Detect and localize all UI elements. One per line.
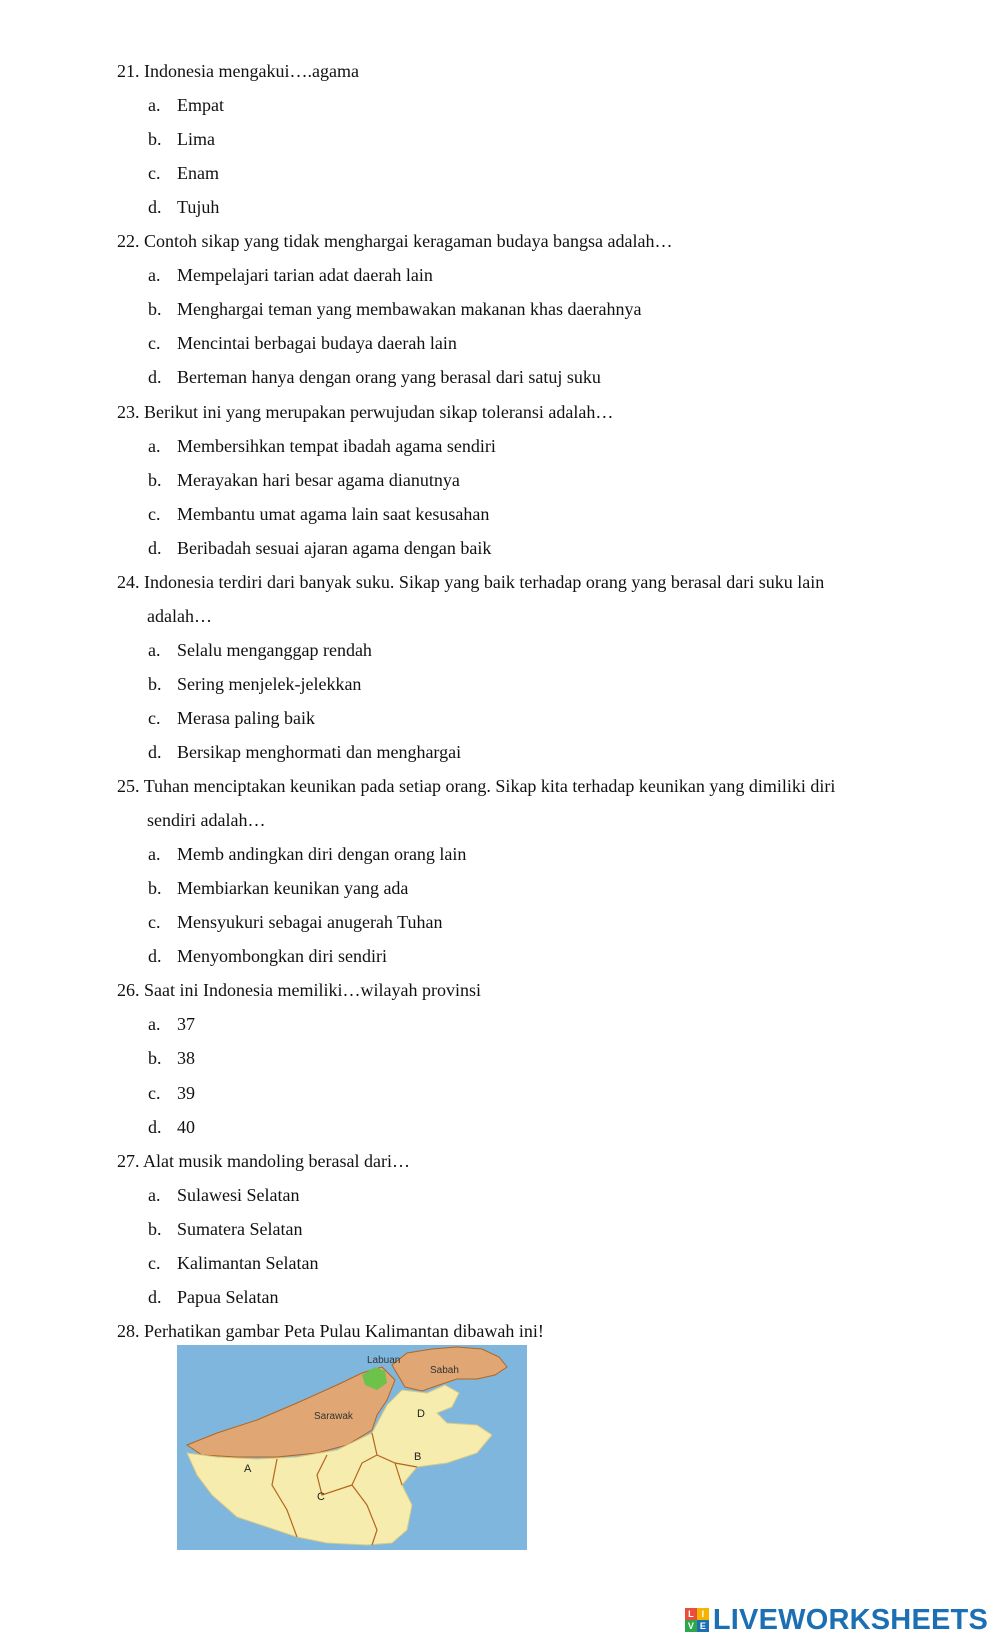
answer-option[interactable] bbox=[148, 429, 496, 463]
option-letter: c. bbox=[148, 503, 161, 524]
option-letter: a. bbox=[148, 639, 161, 660]
option-text: Berteman hanya dengan orang yang berasal dari satuj suku bbox=[177, 367, 601, 388]
option-text: Papua Selatan bbox=[177, 1286, 279, 1307]
option-text: Tujuh bbox=[177, 197, 220, 218]
question-text: Saat ini Indonesia memiliki…wilayah provinsi bbox=[144, 980, 481, 1001]
question-23 bbox=[117, 395, 917, 429]
question-number: 28. bbox=[117, 1320, 140, 1341]
answer-option[interactable] bbox=[148, 1041, 195, 1075]
answer-option[interactable] bbox=[148, 633, 372, 667]
logo-tile: V bbox=[685, 1620, 697, 1632]
answer-option[interactable] bbox=[148, 292, 641, 326]
question-text: Berikut ini yang merupakan perwujudan sikap toleransi adalah… bbox=[144, 401, 614, 422]
answer-option[interactable] bbox=[148, 463, 460, 497]
option-letter: d. bbox=[148, 537, 162, 558]
question-24 bbox=[117, 565, 917, 633]
option-letter: d. bbox=[148, 946, 162, 967]
option-letter: c. bbox=[148, 707, 161, 728]
question-text-continued: adalah… bbox=[147, 605, 212, 626]
option-letter: a. bbox=[148, 1014, 161, 1035]
question-text-continued: sendiri adalah… bbox=[147, 810, 266, 831]
question-number: 22. bbox=[117, 231, 140, 252]
answer-option[interactable] bbox=[148, 871, 408, 905]
option-letter: d. bbox=[148, 367, 162, 388]
answer-option[interactable] bbox=[148, 497, 489, 531]
option-letter: a. bbox=[148, 95, 161, 116]
option-text: 37 bbox=[177, 1014, 195, 1035]
option-letter: c. bbox=[148, 163, 161, 184]
question-22 bbox=[117, 224, 917, 258]
option-text: Sumatera Selatan bbox=[177, 1218, 303, 1239]
option-text: Mensyukuri sebagai anugerah Tuhan bbox=[177, 912, 443, 933]
question-number: 27. bbox=[117, 1150, 140, 1171]
option-text: Sulawesi Selatan bbox=[177, 1184, 300, 1205]
map-region-d: D bbox=[417, 1408, 425, 1420]
option-text: Menghargai teman yang membawakan makanan khas daerahnya bbox=[177, 299, 642, 320]
question-text: Contoh sikap yang tidak menghargai keragaman budaya bangsa adalah… bbox=[144, 231, 673, 252]
option-text: Selalu menganggap rendah bbox=[177, 639, 372, 660]
option-text: Memb andingkan diri dengan orang lain bbox=[177, 844, 467, 865]
option-text: Sering menjelek-jelekkan bbox=[177, 673, 362, 694]
option-letter: b. bbox=[148, 1218, 162, 1239]
question-21 bbox=[117, 54, 917, 88]
map-region-c: C bbox=[317, 1491, 325, 1503]
option-letter: b. bbox=[148, 878, 162, 899]
answer-option[interactable] bbox=[148, 190, 219, 224]
liveworksheets-logo-icon bbox=[685, 1608, 709, 1632]
answer-option[interactable] bbox=[148, 667, 361, 701]
answer-option[interactable] bbox=[148, 531, 491, 565]
answer-option[interactable] bbox=[148, 1212, 302, 1246]
option-letter: b. bbox=[148, 673, 162, 694]
question-text: Indonesia mengakui….agama bbox=[144, 61, 359, 81]
answer-option[interactable] bbox=[148, 156, 219, 190]
option-text: Kalimantan Selatan bbox=[177, 1252, 319, 1273]
logo-tile: L bbox=[685, 1608, 697, 1620]
question-number: 26. bbox=[117, 980, 140, 1001]
kalimantan-map-image bbox=[177, 1345, 527, 1550]
answer-option[interactable] bbox=[148, 360, 601, 394]
option-letter: d. bbox=[148, 1286, 162, 1307]
option-letter: c. bbox=[148, 912, 161, 933]
option-letter: c. bbox=[148, 1252, 161, 1273]
liveworksheets-brand bbox=[685, 1605, 988, 1635]
map-label-sabah: Sabah bbox=[430, 1365, 459, 1376]
answer-option[interactable] bbox=[148, 122, 215, 156]
answer-option[interactable] bbox=[148, 1280, 278, 1314]
answer-option[interactable] bbox=[148, 939, 387, 973]
question-28 bbox=[117, 1314, 917, 1348]
map-label-labuan: Labuan bbox=[367, 1355, 401, 1366]
option-text: Membersihkan tempat ibadah agama sendiri bbox=[177, 435, 496, 456]
answer-option[interactable] bbox=[148, 1076, 195, 1110]
option-text: Merasa paling baik bbox=[177, 707, 315, 728]
option-text: Menyombongkan diri sendiri bbox=[177, 946, 387, 967]
option-text: Empat bbox=[177, 95, 224, 116]
option-text: Mempelajari tarian adat daerah lain bbox=[177, 265, 433, 286]
question-27 bbox=[117, 1144, 917, 1178]
option-letter: b. bbox=[148, 299, 162, 320]
question-text: Tuhan menciptakan keunikan pada setiap orang. Sikap kita terhadap keunikan yang dimiliki diri bbox=[143, 776, 836, 797]
question-text: Indonesia terdiri dari banyak suku. Sikap yang baik terhadap orang yang berasal dari suku lain bbox=[144, 571, 825, 592]
option-letter: d. bbox=[148, 742, 162, 762]
answer-option[interactable] bbox=[148, 326, 457, 360]
question-text: Alat musik mandoling berasal dari… bbox=[143, 1150, 410, 1171]
option-letter: c. bbox=[148, 1082, 161, 1103]
option-letter: b. bbox=[148, 129, 162, 150]
option-letter: a. bbox=[148, 265, 161, 286]
map-label-sarawak: Sarawak bbox=[314, 1411, 353, 1422]
map-region-b: B bbox=[414, 1451, 422, 1463]
map-region-a: A bbox=[244, 1463, 252, 1475]
option-text: Enam bbox=[177, 163, 219, 184]
logo-tile: I bbox=[697, 1608, 709, 1620]
option-text: Mencintai berbagai budaya daerah lain bbox=[177, 333, 457, 354]
question-text: Perhatikan gambar Peta Pulau Kalimantan dibawah ini! bbox=[144, 1320, 544, 1341]
answer-option[interactable] bbox=[148, 1007, 195, 1041]
option-text: 39 bbox=[177, 1082, 195, 1103]
option-letter: d. bbox=[148, 1116, 162, 1137]
option-text: 38 bbox=[177, 1048, 195, 1069]
question-number: 21. bbox=[117, 61, 140, 81]
answer-option[interactable] bbox=[148, 735, 461, 769]
answer-option[interactable] bbox=[148, 837, 466, 871]
answer-option[interactable] bbox=[148, 905, 442, 939]
option-letter: a. bbox=[148, 844, 161, 865]
option-text: Lima bbox=[177, 129, 215, 150]
logo-tile: E bbox=[697, 1620, 709, 1632]
answer-option[interactable] bbox=[148, 1110, 195, 1144]
answer-option[interactable] bbox=[148, 258, 433, 292]
option-text: Membantu umat agama lain saat kesusahan bbox=[177, 503, 490, 524]
question-number: 24. bbox=[117, 571, 140, 592]
answer-option[interactable] bbox=[148, 1246, 318, 1280]
option-letter: d. bbox=[148, 197, 162, 218]
option-letter: b. bbox=[148, 1048, 162, 1069]
question-number: 25. bbox=[117, 776, 140, 797]
option-text: Bersikap menghormati dan menghargai bbox=[177, 742, 462, 762]
answer-option[interactable] bbox=[148, 1178, 299, 1212]
option-letter: a. bbox=[148, 435, 161, 456]
brand-name: LIVEWORKSHEETS bbox=[712, 1603, 988, 1636]
question-number: 23. bbox=[117, 401, 140, 422]
option-letter: b. bbox=[148, 469, 162, 490]
option-text: Merayakan hari besar agama dianutnya bbox=[177, 469, 460, 490]
question-26 bbox=[117, 973, 917, 1007]
option-text: Beribadah sesuai ajaran agama dengan baik bbox=[177, 537, 492, 558]
option-letter: c. bbox=[148, 333, 161, 354]
option-letter: a. bbox=[148, 1184, 161, 1205]
option-text: Membiarkan keunikan yang ada bbox=[177, 878, 409, 899]
option-text: 40 bbox=[177, 1116, 195, 1137]
question-25 bbox=[117, 769, 917, 837]
kalimantan-map bbox=[177, 1345, 527, 1550]
answer-option[interactable] bbox=[148, 88, 224, 122]
answer-option[interactable] bbox=[148, 701, 315, 735]
